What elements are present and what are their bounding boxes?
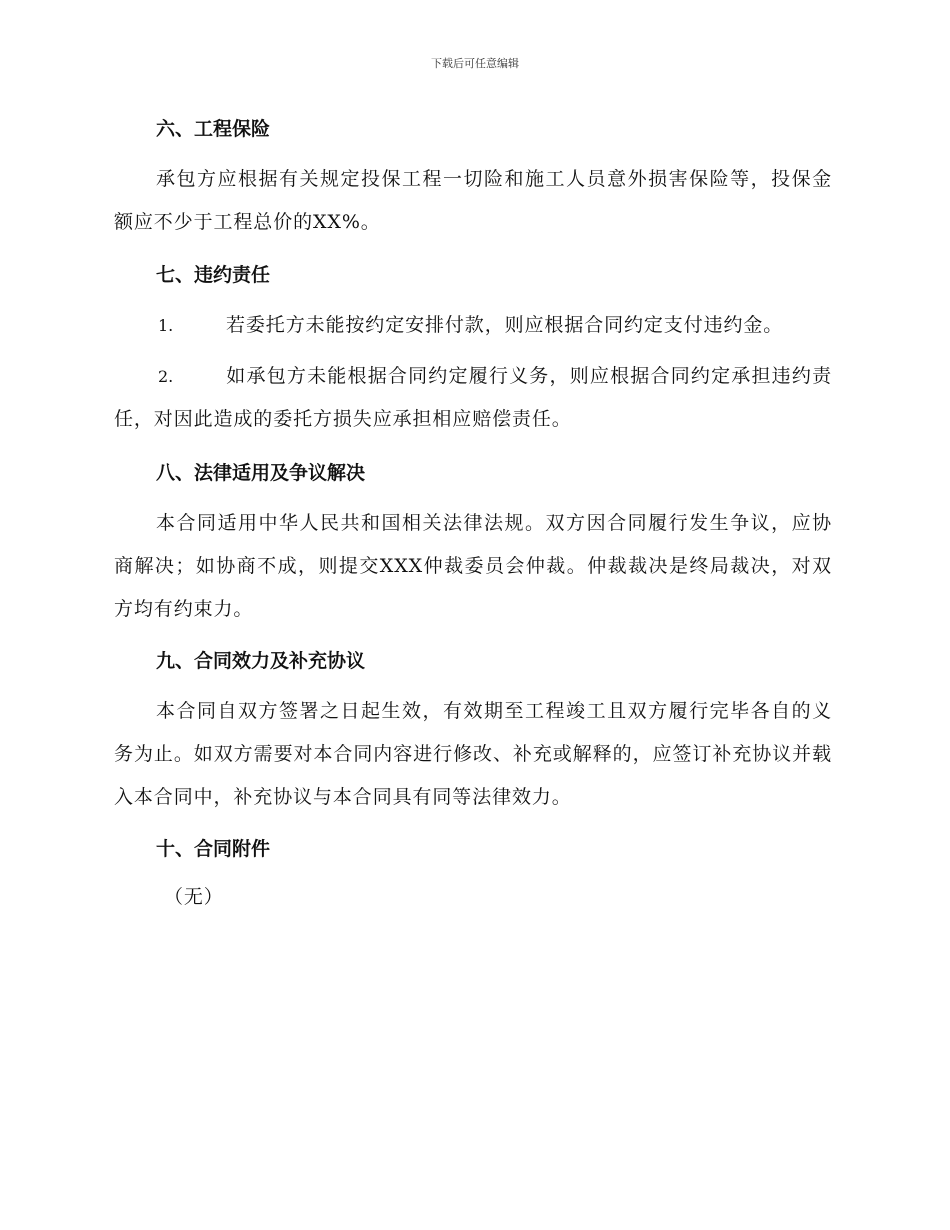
list-text: 如承包方未能根据合同约定履行义务，则应根据合同约定承担违约责任，对因此造成的委托方损失应承担相应赔偿责任。 <box>114 365 832 430</box>
section-body-attachments: （无） <box>164 886 224 908</box>
section-body-insurance: 承包方应根据有关规定投保工程一切险和施工人员意外损害保险等，投保金额应不少于工程总价的XX%。 <box>114 168 832 233</box>
section-heading-liability: 七、违约责任 <box>156 264 271 286</box>
list-text: 若委托方未能按约定安排付款，则应根据合同约定支付违约金。 <box>226 314 784 336</box>
page-header-note: 下载后可任意编辑 <box>431 57 519 70</box>
section-heading-validity: 九、合同效力及补充协议 <box>156 650 366 672</box>
liability-item-1 <box>114 304 832 347</box>
list-number: 2. <box>158 367 174 386</box>
list-number: 1. <box>158 316 174 335</box>
section-heading-insurance: 六、工程保险 <box>156 118 271 140</box>
liability-item-2 <box>114 355 832 441</box>
section-body-law: 本合同适用中华人民共和国相关法律法规。双方因合同履行发生争议，应协商解决；如协商不成，则提交XXX仲裁委员会仲裁。仲裁裁决是终局裁决，对双方均有约束力。 <box>114 512 832 620</box>
section-heading-attachments: 十、合同附件 <box>156 838 271 860</box>
section-body-validity: 本合同自双方签署之日起生效，有效期至工程竣工且双方履行完毕各自的义务为止。如双方需要对本合同内容进行修改、补充或解释的，应签订补充协议并载入本合同中，补充协议与本合同具有同等法律效力。 <box>114 700 832 808</box>
section-heading-law: 八、法律适用及争议解决 <box>156 462 366 484</box>
